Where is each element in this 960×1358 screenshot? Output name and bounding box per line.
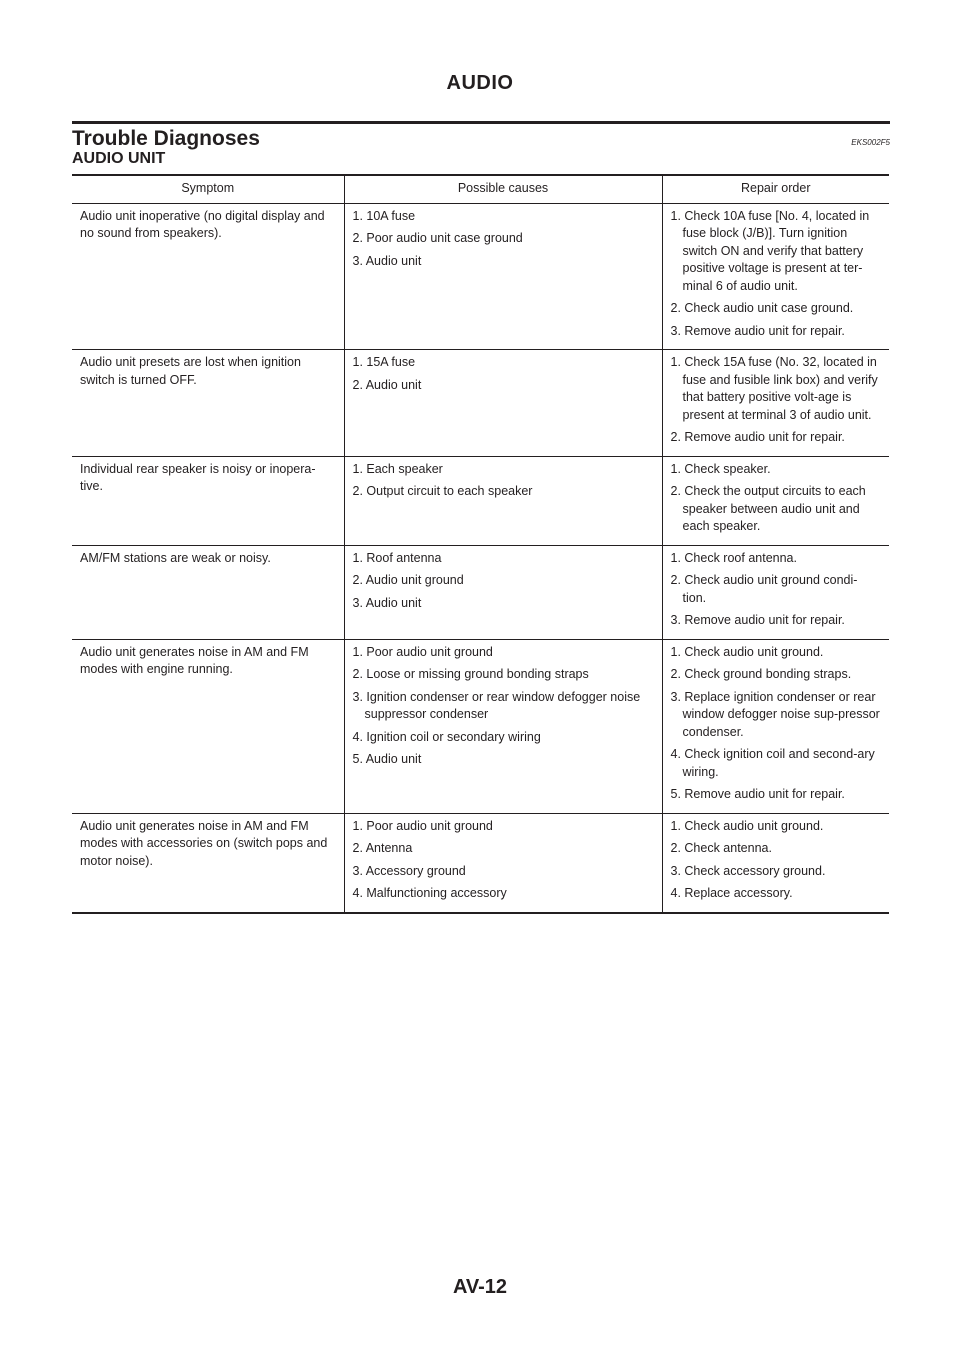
causes-cell — [344, 813, 662, 913]
repair-item: 2. Check ground bonding straps. — [670, 667, 852, 681]
table-row — [72, 545, 889, 639]
cause-item: 1. Poor audio unit ground — [352, 644, 493, 659]
repair-item: 2. Remove audio unit for repair. — [670, 430, 845, 444]
trouble-diagnoses-table — [72, 174, 889, 914]
cause-item: 2. Antenna — [352, 841, 413, 855]
repair-item: 2. Check the output circuits to each speaker between audio unit and each speaker. — [670, 484, 866, 533]
repair-item: 3. Remove audio unit for repair. — [670, 323, 845, 338]
repair-item: 2. Check audio unit ground condi-tion. — [670, 573, 858, 605]
cause-item: 1. Roof antenna — [352, 550, 442, 565]
repairs-cell — [662, 203, 889, 350]
symptom-cell: Individual rear speaker is noisy or inopera-tive. — [72, 456, 344, 545]
table-row — [72, 350, 889, 457]
repair-item: 2. Check antenna. — [670, 841, 772, 855]
header-symptom: Symptom — [72, 175, 344, 203]
causes-cell — [344, 350, 662, 457]
cause-item: 3. Audio unit — [352, 253, 422, 268]
repair-item: 3. Replace ignition condenser or rear window defogger noise sup-pressor condenser. — [670, 689, 880, 739]
cause-item: 2. Output circuit to each speaker — [352, 484, 533, 498]
symptom-cell: Audio unit generates noise in AM and FM modes with engine running. — [72, 639, 344, 813]
cause-item: 1. 10A fuse — [352, 208, 416, 223]
header-repair-order: Repair order — [662, 175, 889, 203]
repair-item: 1. Check audio unit ground. — [670, 644, 824, 659]
cause-item: 4. Ignition coil or secondary wiring — [352, 729, 541, 744]
repair-item: 4. Replace accessory. — [670, 886, 793, 900]
cause-item: 5. Audio unit — [352, 752, 422, 766]
repair-item: 3. Remove audio unit for repair. — [670, 613, 845, 627]
section-title: Trouble Diagnoses — [72, 127, 260, 150]
cause-item: 4. Malfunctioning accessory — [352, 886, 507, 900]
symptom-cell: Audio unit generates noise in AM and FM modes with accessories on (switch pops and motor noise). — [72, 813, 344, 913]
page-number: AV-12 — [452, 1276, 508, 1298]
causes-cell — [344, 639, 662, 813]
repair-item: 2. Check audio unit case ground. — [670, 301, 854, 315]
repair-item: 1. Check speaker. — [670, 461, 771, 476]
repair-item: 3. Check accessory ground. — [670, 863, 826, 878]
causes-cell — [344, 545, 662, 639]
repairs-cell — [662, 545, 889, 639]
repair-item: 1. Check audio unit ground. — [670, 818, 824, 833]
repairs-cell — [662, 456, 889, 545]
repairs-cell — [662, 813, 889, 913]
header-rule — [72, 121, 890, 124]
cause-item: 2. Loose or missing ground bonding straps — [352, 667, 589, 681]
causes-cell — [344, 456, 662, 545]
repair-item: 1. Check roof antenna. — [670, 550, 797, 565]
symptom-cell: Audio unit inoperative (no digital display and no sound from speakers). — [72, 203, 344, 350]
causes-cell — [344, 203, 662, 350]
header-possible-causes: Possible causes — [344, 175, 662, 203]
page-header: AUDIO — [446, 72, 514, 94]
repair-item: 4. Check ignition coil and second-ary wiring. — [670, 747, 875, 779]
repair-item: 5. Remove audio unit for repair. — [670, 787, 845, 801]
cause-item: 1. 15A fuse — [352, 355, 416, 369]
symptom-cell: AM/FM stations are weak or noisy. — [72, 545, 344, 639]
document-code: EKS002F5 — [851, 138, 890, 147]
symptom-cell: Audio unit presets are lost when ignition switch is turned OFF. — [72, 350, 344, 457]
cause-item: 3. Ignition condenser or rear window defogger noise suppressor condenser — [352, 689, 641, 721]
table-row — [72, 813, 889, 913]
repairs-cell — [662, 639, 889, 813]
cause-item: 1. Each speaker — [352, 461, 443, 476]
table-header-row — [72, 175, 889, 203]
cause-item: 3. Audio unit — [352, 595, 422, 610]
cause-item: 3. Accessory ground — [352, 863, 466, 878]
repair-item: 1. Check 15A fuse (No. 32, located in fuse and fusible link box) and verify that battery positive volt-age is present at terminal 3 of audio unit. — [670, 355, 878, 422]
cause-item: 2. Audio unit — [352, 377, 422, 392]
subsection-title: AUDIO UNIT — [72, 150, 166, 167]
table-row — [72, 639, 889, 813]
table-body — [72, 203, 889, 913]
cause-item: 1. Poor audio unit ground — [352, 818, 493, 833]
cause-item: 2. Poor audio unit case ground — [352, 231, 523, 245]
repairs-cell — [662, 350, 889, 457]
repair-item: 1. Check 10A fuse [No. 4, located in fuse block (J/B)]. Turn ignition switch ON and verify that battery positive voltage is present at ter-minal 6 of audio unit. — [670, 208, 870, 293]
cause-item: 2. Audio unit ground — [352, 573, 464, 587]
table-row — [72, 456, 889, 545]
table-row — [72, 203, 889, 350]
